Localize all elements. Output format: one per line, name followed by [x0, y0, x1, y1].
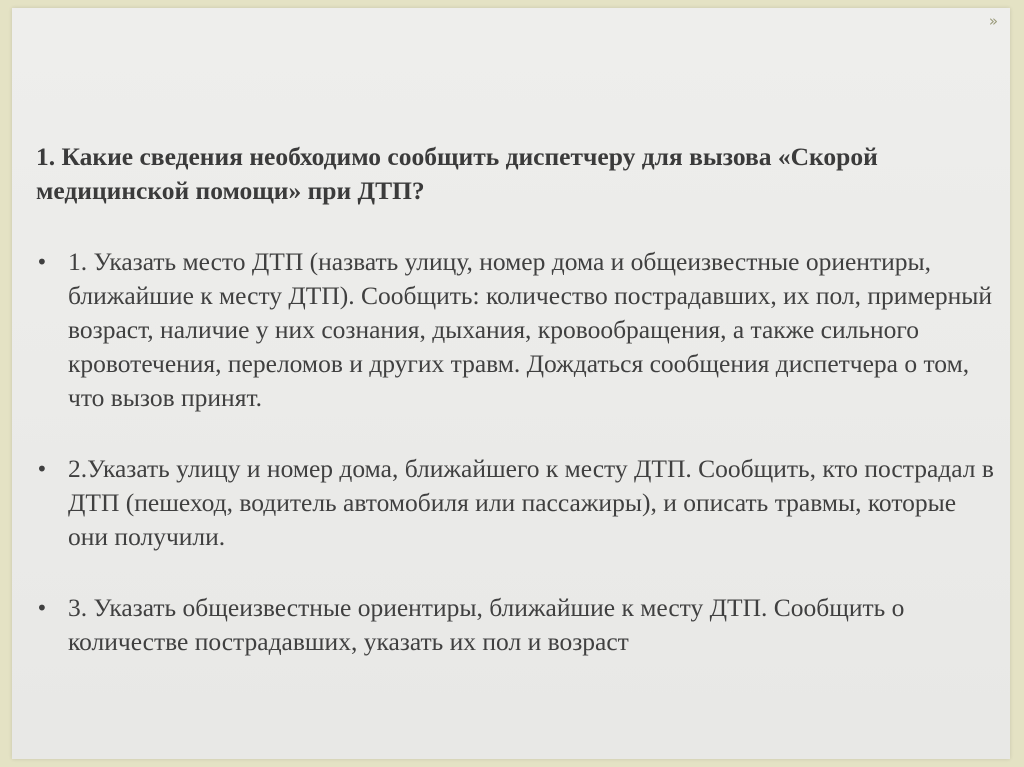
double-chevron-icon: »: [988, 12, 996, 30]
answer-option-3[interactable]: [36, 591, 996, 659]
answer-option-2[interactable]: [36, 452, 996, 554]
answer-text-2: 2.Указать улицу и номер дома, ближайшего к месту ДТП. Сообщить, кто пострадал в ДТП (пешеход, водитель автомобиля или пассажиры), и описать травмы, которые они получили.: [68, 454, 994, 551]
question-heading: 1. Какие сведения необходимо сообщить диспетчеру для вызова «Скорой медицинской помощи» при ДТП?: [36, 142, 878, 205]
answer-option-1[interactable]: [36, 245, 996, 415]
bullet-icon: •: [36, 596, 48, 620]
answer-text-3: 3. Указать общеизвестные ориентиры, ближайшие к месту ДТП. Сообщить о количестве пострадавших, указать их пол и возраст: [68, 593, 905, 656]
bullet-icon: •: [36, 250, 48, 274]
slide-content: [36, 140, 996, 696]
bullet-icon: •: [36, 457, 48, 481]
answer-list: [36, 245, 996, 659]
answer-text-1: 1. Указать место ДТП (назвать улицу, номер дома и общеизвестные ориентиры, ближайшие к месту ДТП). Сообщить: количество пострадавших, их пол, примерный возраст, наличие у них сознания, дыхания, кровообращения, а также сильного кровотечения, переломов и других травм. Дождаться сообщения диспетчера о том, что вызов принят.: [68, 247, 993, 412]
